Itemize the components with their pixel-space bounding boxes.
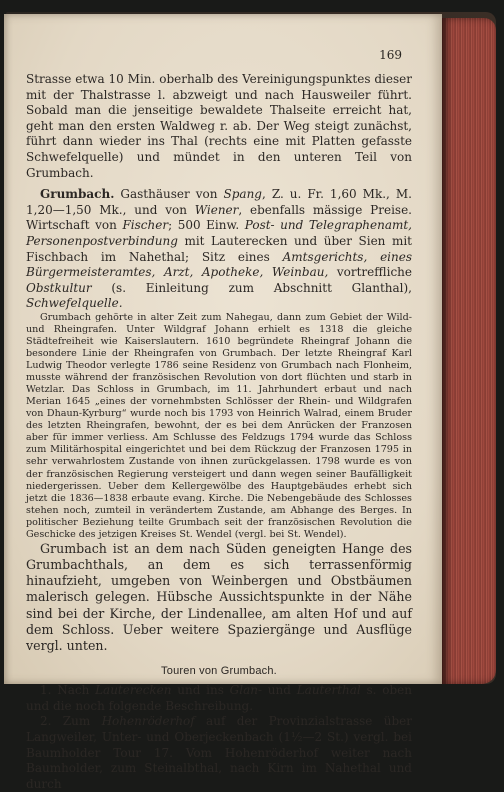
book-page bbox=[4, 14, 442, 791]
page-number: 169 bbox=[379, 48, 402, 62]
tour-1: 1. Nach Lauterecken und ins Glan- und Lauterthal s. oben und die noch folgende Beschreibung. bbox=[26, 683, 412, 713]
place-heading: Grumbach. bbox=[40, 187, 115, 202]
paragraph-route: Strasse etwa 10 Min. oberhalb des Vereinigungspunktes dieser mit der Thalstrasse l. abzweigt und nach Hausweiler führt. Sobald man die jenseitige bewaldete Thalseite erreicht hat, geht man den ersten Waldweg r. ab. Der Weg steigt zunächst, führt dann wieder ins Thal (rechts eine mit Platten gefasste Schwefelquelle) und mündet in den unteren Teil von Grumbach. bbox=[26, 72, 412, 180]
paragraph-location: Grumbach ist an dem nach Süden geneigten Hange des Grumbachthals, an dem es sich terrassenförmig hinaufzieht, umgeben von Weinbergen und Obstbäumen malerisch gelegen. Hübsche Aussichtspunkte in der Nähe sind bei der Kirche, der Lindenallee, am alten Hof und auf dem Schloss. Ueber weitere Spaziergänge und Ausflüge vergl. unten. bbox=[26, 540, 412, 654]
tour-2: 2. Zum Hohenröderhof auf der Provinzialstrasse über Langweiler, Unter- und Oberjeckenbach (1½—2 St.) vergl. bei Baumholder Tour 17. Vom Hohenröderhof weiter nach Baumholder, zum Steinalbthal, nach Kirn im Nahethal und durch bbox=[26, 714, 413, 791]
paragraph-grumbach: Grumbach. Gasthäuser von Spang, Z. u. Fr. 1,60 Mk., M. 1,20—1,50 Mk., und von Wiener, ebenfalls mässige Preise. Wirtschaft von Fischer; 500 Einw. Post- und Telegraphenamt, Personenpostverbindung mit Lauterecken und über Sien mit Fischbach im Nahethal; Sitz eines Amtsgerichts, eines Bürgermeisteramtes, Arzt, Apotheke, Weinbau, vortreffliche Obstkultur (s. Einleitung zum Abschnitt Glanthal), Schwefelquelle. bbox=[26, 187, 413, 311]
section-heading: Touren von Grumbach. bbox=[161, 665, 277, 678]
history-note: Grumbach gehörte in alter Zeit zum Nahegau, dann zum Gebiet der Wild- und Rheingrafen. Unter Wildgraf Johann erhielt es 1318 die gleiche Städtefreiheit wie Kaiserslautern. 1610 begründete Rheingraf Johann die besondere Linie der Rheingrafen von Grumbach. Der letzte Rheingraf Karl Ludwig Theodor verlegte 1786 seine Residenz von Grumbach nach Flonheim, musste während der französischen Revolution von dort flüchten und starb in Wetzlar. Das Schloss in Grumbach, im 11. Jahrhundert erbaut und nach Merian 1645 „eines der vornehmbsten Schlösser der Rhein- und Wildgrafen von Dhaun-Kyrburg“ wurde noch bis 1793 von Heinrich Walrad, einem Bruder des letzten Rheingrafen, bewohnt, der es bei dem Anrücken der Franzosen aber für immer verliess. Am Schlusse des Feldzugs 1794 wurde das Schloss zum Militärhospital eingerichtet und bei dem Rückzug der Franzosen 1795 in sehr verwahrlostem Zustande von ihnen zurückgelassen. 1798 wurde es von der französischen Regierung versteigert und dann wegen seiner Baufälligkeit niedergerissen. Ueber dem Kellergewölbe des Hauptgebäudes erhebt sich jetzt die 1836—1838 erbaute evang. Kirche. Die Nebengebäude des Schlosses stehen noch, zumteil in verändertem Zustande, am Abhange des Berges. In politischer Beziehung teilte Grumbach seit der französischen Revolution die Geschicke des jetzigen Kreises St. Wendel (vergl. bei St. Wendel). bbox=[26, 311, 412, 540]
page-content bbox=[26, 72, 412, 792]
page-edges bbox=[442, 18, 496, 684]
